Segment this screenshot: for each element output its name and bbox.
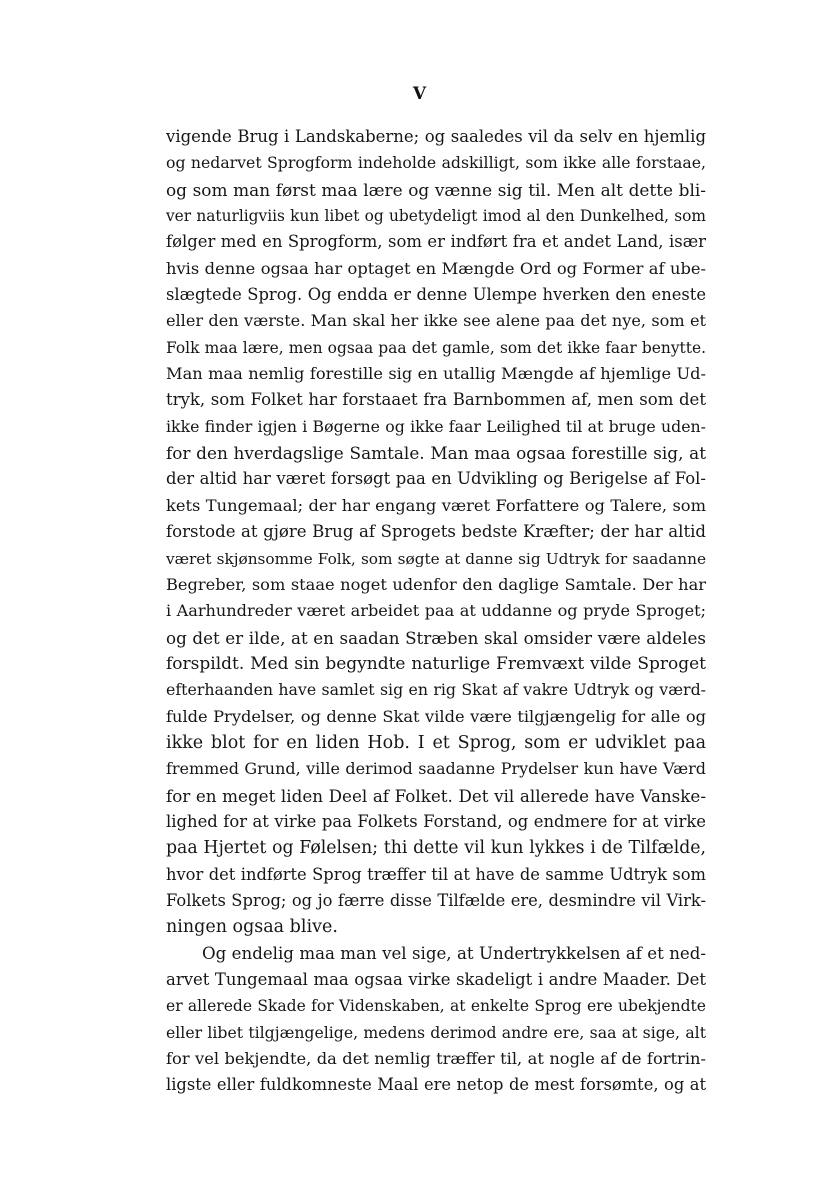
text-line: er allerede Skade for Videnskaben, at enkelte Sprog ere ubekjendte [166, 997, 706, 1016]
text-line: forspildt. Med sin begyndte naturlige Fremvæxt vilde Sproget [166, 653, 706, 674]
text-line: og nedarvet Sprogform indeholde adskilligt, som ikke alle forstaae, [166, 153, 706, 173]
text-line: og det er ilde, at en saadan Stræben skal omsider være aldeles [166, 627, 706, 648]
text-line: lighed for at virke paa Folkets Forstand, og endmere for at virke [166, 811, 706, 831]
text-line: fulde Prydelser, og denne Skat vilde være tilgjængelig for alle og [166, 706, 706, 726]
body-text [166, 124, 706, 1099]
text-line: paa Hjertet og Følelsen; thi dette vil kun lykkes i de Tilfælde, [166, 838, 706, 859]
text-line: efterhaanden have samlet sig en rig Skat af vakre Udtryk og værd- [166, 680, 706, 700]
text-line: hvis denne ogsaa har optaget en Mængde Ord og Former af ube- [166, 258, 706, 278]
text-line: Folkets Sprog; og jo færre disse Tilfælde ere, desmindre vil Virk- [166, 890, 706, 910]
text-line: kets Tungemaal; der har engang været Forfattere og Talere, som [166, 495, 706, 515]
text-line: Man maa nemlig forestille sig en utallig Mængde af hjemlige Ud- [166, 364, 706, 384]
text-line: der altid har været forsøgt paa en Udvikling og Berigelse af Fol- [166, 469, 706, 489]
text-line: ver naturligviis kun libet og ubetydeligt imod al den Dunkelhed, som [166, 207, 706, 226]
page-number: V [412, 84, 428, 104]
text-line: for den hverdagslige Samtale. Man maa ogsaa forestille sig, at [166, 443, 706, 464]
text-line: arvet Tungemaal maa ogsaa virke skadeligt i andre Maader. Det [166, 970, 706, 989]
text-line: Begreber, som staae noget udenfor den daglige Samtale. Der har [166, 574, 706, 594]
text-line: hvor det indførte Sprog træffer til at have de samme Udtryk som [166, 864, 706, 884]
text-line: været skjønsomme Folk, som søgte at danne sig Udtryk for saadanne [166, 549, 706, 568]
text-line: ikke blot for en liden Hob. I et Sprog, som er udviklet paa [166, 732, 706, 753]
text-line: vigende Brug i Landskaberne; og saaledes vil da selv en hjemlig [166, 127, 706, 146]
text-line: for vel bekjendte, da det nemlig træffer til, at nogle af de fortrin- [166, 1049, 706, 1069]
text-line: fremmed Grund, ville derimod saadanne Prydelser kun have Værd [166, 759, 706, 779]
text-line: slægtede Sprog. Og endda er denne Ulempe hverken den eneste [166, 285, 706, 305]
text-line: tryk, som Folket har forstaaet fra Barnbommen af, men som det [166, 390, 706, 410]
text-line: for en meget liden Deel af Folket. Det vil allerede have Vanske- [166, 785, 706, 806]
text-line: ikke finder igjen i Bøgerne og ikke faar Leilighed til at bruge uden- [166, 416, 706, 436]
text-line: Og endelig maa man vel sige, at Undertrykkelsen af et ned- [202, 943, 706, 963]
text-line: forstode at gjøre Brug af Sprogets bedste Kræfter; der har altid [166, 522, 706, 542]
text-line: følger med en Sprogform, som er indført fra et andet Land, især [166, 232, 706, 252]
text-line: i Aarhundreder været arbeidet paa at uddanne og pryde Sproget; [166, 601, 706, 621]
text-line: Folk maa lære, men ogsaa paa det gamle, som det ikke faar benytte. [166, 338, 706, 357]
text-line: eller den værste. Man skal her ikke see alene paa det nye, som et [166, 311, 706, 331]
text-line: eller libet tilgjængelige, medens derimod andre ere, saa at sige, alt [166, 1022, 706, 1042]
text-line: og som man først maa lære og vænne sig til. Men alt dette bli- [166, 179, 706, 200]
text-line: ligste eller fuldkomneste Maal ere netop de mest forsømte, og at [166, 1075, 706, 1095]
text-line: ningen ogsaa blive. [166, 917, 338, 938]
